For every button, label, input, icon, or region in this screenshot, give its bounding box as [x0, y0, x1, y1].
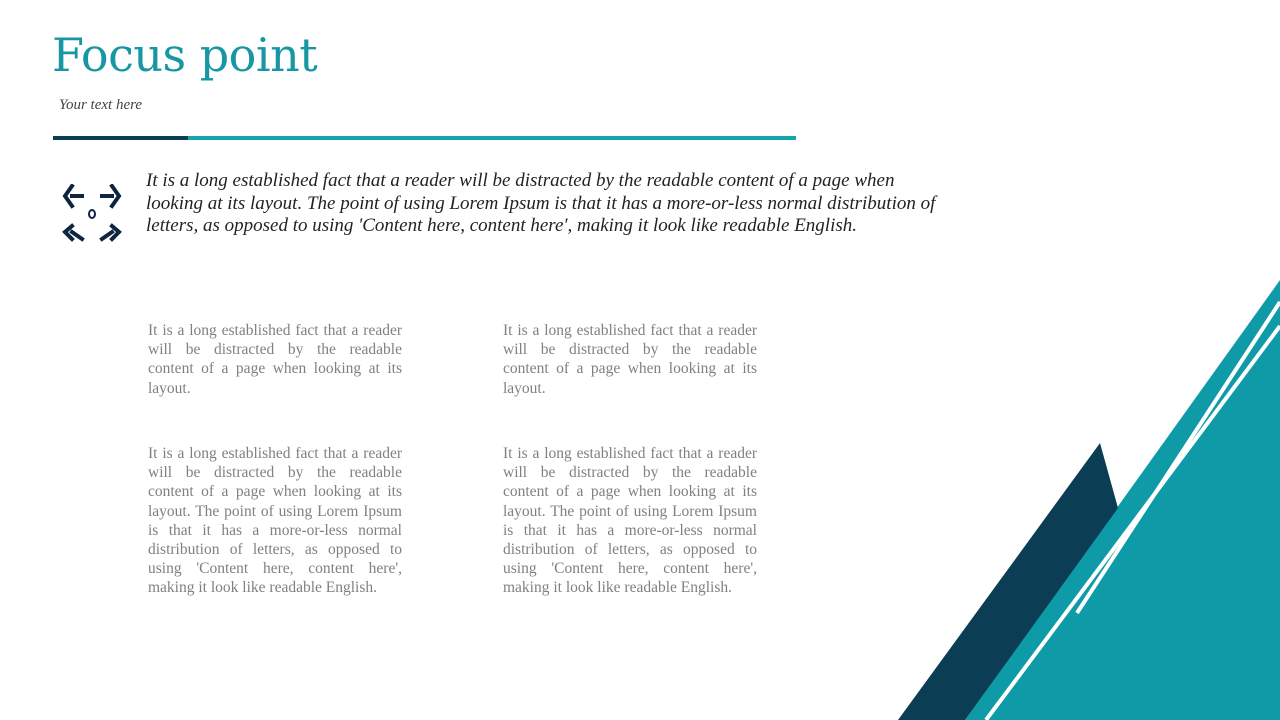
paragraph-bottom-left: It is a long established fact that a reader will be distracted by the readable content of a page when looking at its layout. The point of using Lorem Ipsum is that it has a more-or-less normal distribution of letters, as opposed to using 'Content here, content here', making it look like readable English.	[148, 445, 402, 597]
underline-dark-segment	[53, 136, 188, 140]
focus-point-icon	[60, 184, 124, 248]
title-underline	[53, 136, 796, 140]
teal-triangle	[965, 280, 1280, 720]
slide-subtitle: Your text here	[59, 97, 143, 113]
white-stripe-outer	[1077, 302, 1280, 613]
paragraph-bottom-right: It is a long established fact that a reader will be distracted by the readable content of a page when looking at its layout. The point of using Lorem Ipsum is that it has a more-or-less normal distribution of letters, as opposed to using 'Content here, content here', making it look like readable English.	[503, 445, 757, 597]
slide-title: Focus point	[52, 28, 318, 82]
intro-text: It is a long established fact that a reader will be distracted by the readable content of a page when looking at its layout. The point of using Lorem Ipsum is that it has a more-or-less normal distribution of letters, as opposed to using 'Content here, content here', making it look like readable English.	[146, 170, 936, 236]
paragraph-top-left: It is a long established fact that a reader will be distracted by the readable content of a page when looking at its layout.	[148, 322, 402, 397]
paragraph-top-right: It is a long established fact that a reader will be distracted by the readable content of a page when looking at its layout.	[503, 322, 757, 397]
navy-stripe	[898, 443, 1118, 720]
underline-light-segment	[188, 136, 796, 140]
white-stripe-inner	[986, 326, 1280, 720]
